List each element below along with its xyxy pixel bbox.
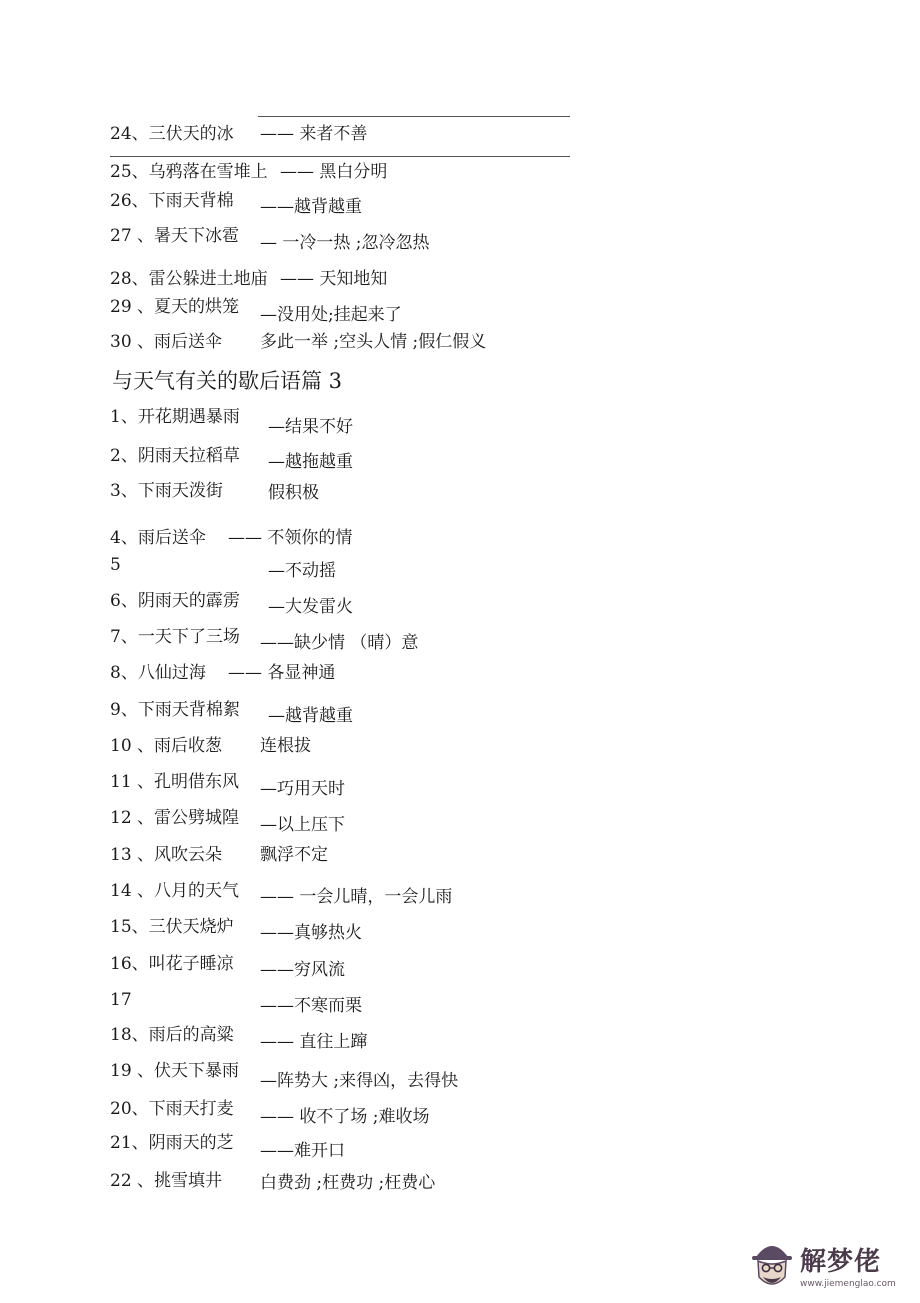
fortune-teller-icon bbox=[748, 1237, 796, 1295]
proverb-riddle: 10 、雨后收葱 bbox=[110, 736, 223, 756]
proverb-riddle: 3、下雨天泼街 bbox=[110, 481, 223, 501]
proverb-answer: —— 一会儿晴，一会儿雨 bbox=[260, 887, 453, 907]
proverb-riddle: 27 、暑天下冰雹 bbox=[110, 226, 240, 246]
proverb-riddle: 9、下雨天背棉絮 bbox=[110, 700, 240, 720]
proverb-riddle: 15、三伏天烧炉 bbox=[110, 917, 234, 937]
proverb-answer: —以上压下 bbox=[260, 815, 345, 835]
proverb-answer: 连根拔 bbox=[260, 736, 311, 756]
proverb-riddle: 22 、挑雪填井 bbox=[110, 1171, 223, 1191]
proverb-riddle: 25、乌鸦落在雪堆上 bbox=[110, 162, 268, 182]
proverb-riddle: 29 、夏天的烘笼 bbox=[110, 297, 240, 317]
proverb-answer: ——越背越重 bbox=[260, 197, 362, 217]
proverb-riddle: 19 、伏天下暴雨 bbox=[110, 1061, 240, 1081]
watermark-name: 解梦佬 bbox=[800, 1247, 882, 1277]
section-heading: 与天气有关的歇后语篇 3 bbox=[112, 369, 343, 393]
proverb-answer: 白费劲 ;枉费功 ;枉费心 bbox=[260, 1173, 436, 1193]
proverb-answer: —结果不好 bbox=[268, 417, 353, 437]
table-rule-middle bbox=[110, 156, 570, 157]
proverb-answer: ——难开口 bbox=[260, 1141, 345, 1161]
proverb-answer: —越背越重 bbox=[268, 706, 353, 726]
proverb-answer: 假积极 bbox=[268, 483, 319, 503]
proverb-answer: —— 来者不善 bbox=[260, 124, 368, 144]
proverb-riddle: 14 、八月的天气 bbox=[110, 881, 240, 901]
proverb-answer: 多此一举 ;空头人情 ;假仁假义 bbox=[260, 332, 487, 352]
proverb-riddle: 13 、风吹云朵 bbox=[110, 845, 223, 865]
proverb-answer: —— 黑白分明 bbox=[280, 162, 388, 182]
proverb-riddle: 5 bbox=[110, 555, 121, 575]
proverb-answer: —越拖越重 bbox=[268, 452, 353, 472]
proverb-answer: —— 各显神通 bbox=[228, 663, 336, 683]
proverb-riddle: 8、八仙过海 bbox=[110, 663, 206, 683]
proverb-riddle: 16、叫花子睡凉 bbox=[110, 954, 234, 974]
site-watermark bbox=[748, 1237, 908, 1297]
proverb-answer: —巧用天时 bbox=[260, 779, 345, 799]
proverb-riddle: 6、阴雨天的霹雳 bbox=[110, 591, 240, 611]
proverb-riddle: 30 、雨后送伞 bbox=[110, 332, 223, 352]
proverb-answer: —阵势大 ;来得凶，去得快 bbox=[260, 1071, 459, 1091]
proverb-riddle: 28、雷公躲进土地庙 bbox=[110, 269, 268, 289]
proverb-riddle: 2、阴雨天拉稻草 bbox=[110, 446, 240, 466]
proverb-answer: —— 收不了场 ;难收场 bbox=[260, 1107, 430, 1127]
watermark-url: www.jiemenglao.com bbox=[800, 1279, 896, 1289]
proverb-riddle: 26、下雨天背棉 bbox=[110, 191, 234, 211]
proverb-answer: —大发雷火 bbox=[268, 597, 353, 617]
proverb-riddle: 17 bbox=[110, 990, 132, 1010]
proverb-riddle: 24、三伏天的冰 bbox=[110, 124, 234, 144]
proverb-answer: ——真够热火 bbox=[260, 923, 362, 943]
proverb-answer: — 一冷一热 ;忽冷忽热 bbox=[260, 233, 430, 253]
proverb-riddle: 12 、雷公劈城隍 bbox=[110, 808, 240, 828]
proverb-riddle: 7、一天下了三场 bbox=[110, 627, 240, 647]
proverb-riddle: 11 、孔明借东风 bbox=[110, 772, 240, 792]
proverb-riddle: 18、雨后的高粱 bbox=[110, 1025, 234, 1045]
proverb-riddle: 4、雨后送伞 bbox=[110, 528, 206, 548]
proverb-answer: 飘浮不定 bbox=[260, 845, 328, 865]
proverb-answer: —— 不领你的情 bbox=[228, 528, 353, 548]
proverb-answer: —没用处;挂起来了 bbox=[260, 305, 402, 325]
table-rule-top bbox=[258, 116, 570, 117]
proverb-answer: —不动摇 bbox=[268, 561, 336, 581]
proverb-answer: ——穷风流 bbox=[260, 960, 345, 980]
proverb-answer: ——不寒而栗 bbox=[260, 996, 362, 1016]
proverb-answer: —— 直往上蹿 bbox=[260, 1032, 368, 1052]
proverb-riddle: 21、阴雨天的芝 bbox=[110, 1133, 234, 1153]
proverb-answer: —— 天知地知 bbox=[280, 269, 388, 289]
proverb-riddle: 20、下雨天打麦 bbox=[110, 1099, 234, 1119]
proverb-riddle: 1、开花期遇暴雨 bbox=[110, 407, 240, 427]
proverb-answer: ——缺少情 （晴）意 bbox=[260, 633, 419, 653]
